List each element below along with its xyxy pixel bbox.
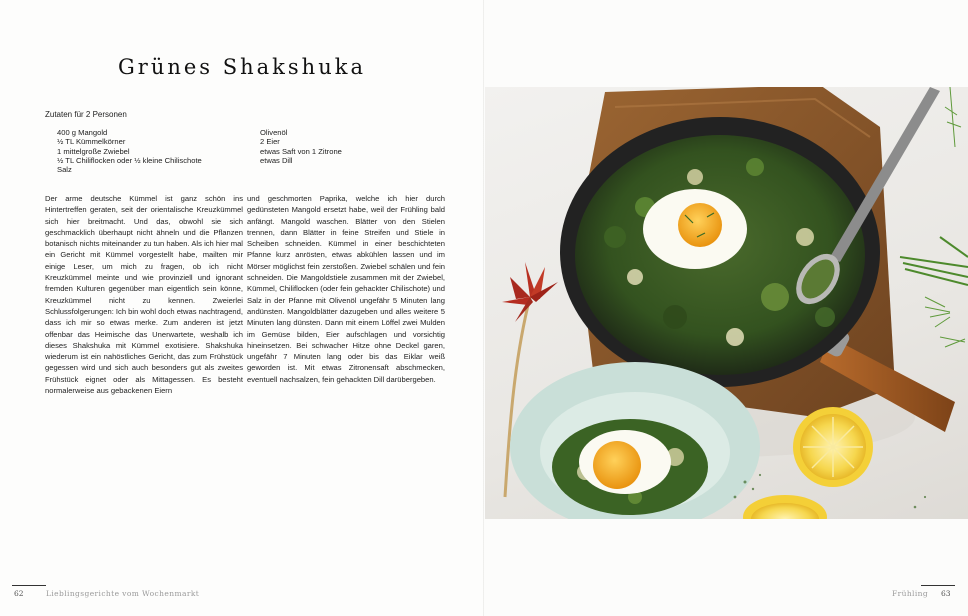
page-number-right: 63 — [941, 589, 951, 598]
running-title-right: Frühling — [892, 589, 929, 598]
ingredient-list-left — [57, 128, 202, 174]
lemon-segments — [803, 417, 863, 477]
ingredient-item: Salz — [57, 165, 72, 175]
ingredient-item: etwas Dill — [260, 155, 293, 165]
ingredient-item: ½ TL Chiliflocken oder ½ kleine Chilischote — [57, 155, 202, 165]
page-number-left: 62 — [14, 589, 24, 598]
ingredient-item: etwas Saft von 1 Zitrone — [260, 146, 342, 156]
ingredient-item: 2 Eier — [260, 137, 280, 147]
egg-yolk — [678, 203, 722, 247]
ingredient-list-right — [260, 128, 342, 165]
ingredient-item: Olivenöl — [260, 128, 288, 137]
footer-rule-right — [921, 585, 955, 586]
ingredient-item: 400 g Mangold — [57, 128, 108, 137]
body-text-column-right: und geschmorten Paprika, welche ich hier durch gedünsteten Mangold ersetzt habe, weil der Frühling bald anfängt. Mangold waschen. Blätter von den Stielen trennen, dann Blätter in feine Streifen und Stiele in Scheiben schneiden. Kümmel in einer beschichteten Pfanne kurz anrösten, etwas abkühlen lassen und im Mörser möglichst fein zerstoßen. Zwiebel schälen und fein schneiden. Die Mangoldstiele zusammen mit der Zwiebel, Kümmel, Chiliflocken (oder fein gehackter Chilischote) und Salz in der Pfanne mit Olivenöl ungefähr 5 Minuten lang andünsten. Mangoldblätter dazugeben und alles weitere 5 Minuten lang dünsten. Dann mit einem Löffel zwei Mulden im Gemüse bilden, Eier aufschlagen und vorsichtig hineinsetzen. Bei schwacher Hitze ohne Deckel garen, ungefähr 7 Minuten lang oder bis das Eiklar weiß geworden ist. Mit etwas Zitronensaft abschmecken, eventuell nachsalzen, fein gehackten Dill darübergeben. — [247, 194, 445, 384]
plate-egg-yolk — [593, 441, 641, 489]
servings-label: Zutaten für 2 Personen — [45, 110, 127, 119]
body-text-column-left: Der arme deutsche Kümmel ist ganz schön ins Hintertreffen geraten, seit der orientalische Kreuzkümmel sich hier breitmacht. Und das, obwohl sie sich geschmacklich überhaupt nicht ähneln und die Pflanzen botanisch nichts miteinander zu tun haben. Als ich hier mal ein Gericht mit Kümmel vorgestellt habe, mailten mir einige Leser, um mich zu fragen, ob ich nicht Kreuzkümmel meinte und wie provinziell und ignorant fremden Kulturen gegenüber man eigentlich sein könne, Kreuzkümmel nicht zu kennen. Zweierlei Schlussfolgerungen: Ich bin wohl doch etwas nachtragend, dass ich mir so etwas merke. Zum anderen ist jetzt offenbar das Heimische das Unerwartete, weshalb ich dieses Shakshuka mit Kümmel exotisiere. Shakshuka wiederum ist ein nahöstliches Gericht, das zum Frühstück gegessen wird und sich auch besonders gut als zweites Frühstück eignet oder als Mittagessen. Es besteht normalerweise aus gebackenen Eiern — [45, 194, 243, 396]
dill-sprigs — [925, 87, 965, 347]
ingredient-item: 1 mittelgroße Zwiebel — [57, 146, 130, 156]
ingredient-item: ½ TL Kümmelkörner — [57, 137, 126, 147]
running-title-left: Lieblingsgerichte vom Wochenmarkt — [46, 589, 200, 598]
page-title: Grünes Shakshuka — [118, 55, 366, 79]
footer-rule-left — [12, 585, 46, 586]
recipe-photo — [485, 87, 968, 519]
shakshuka-illustration — [485, 87, 968, 519]
chives — [900, 237, 968, 285]
